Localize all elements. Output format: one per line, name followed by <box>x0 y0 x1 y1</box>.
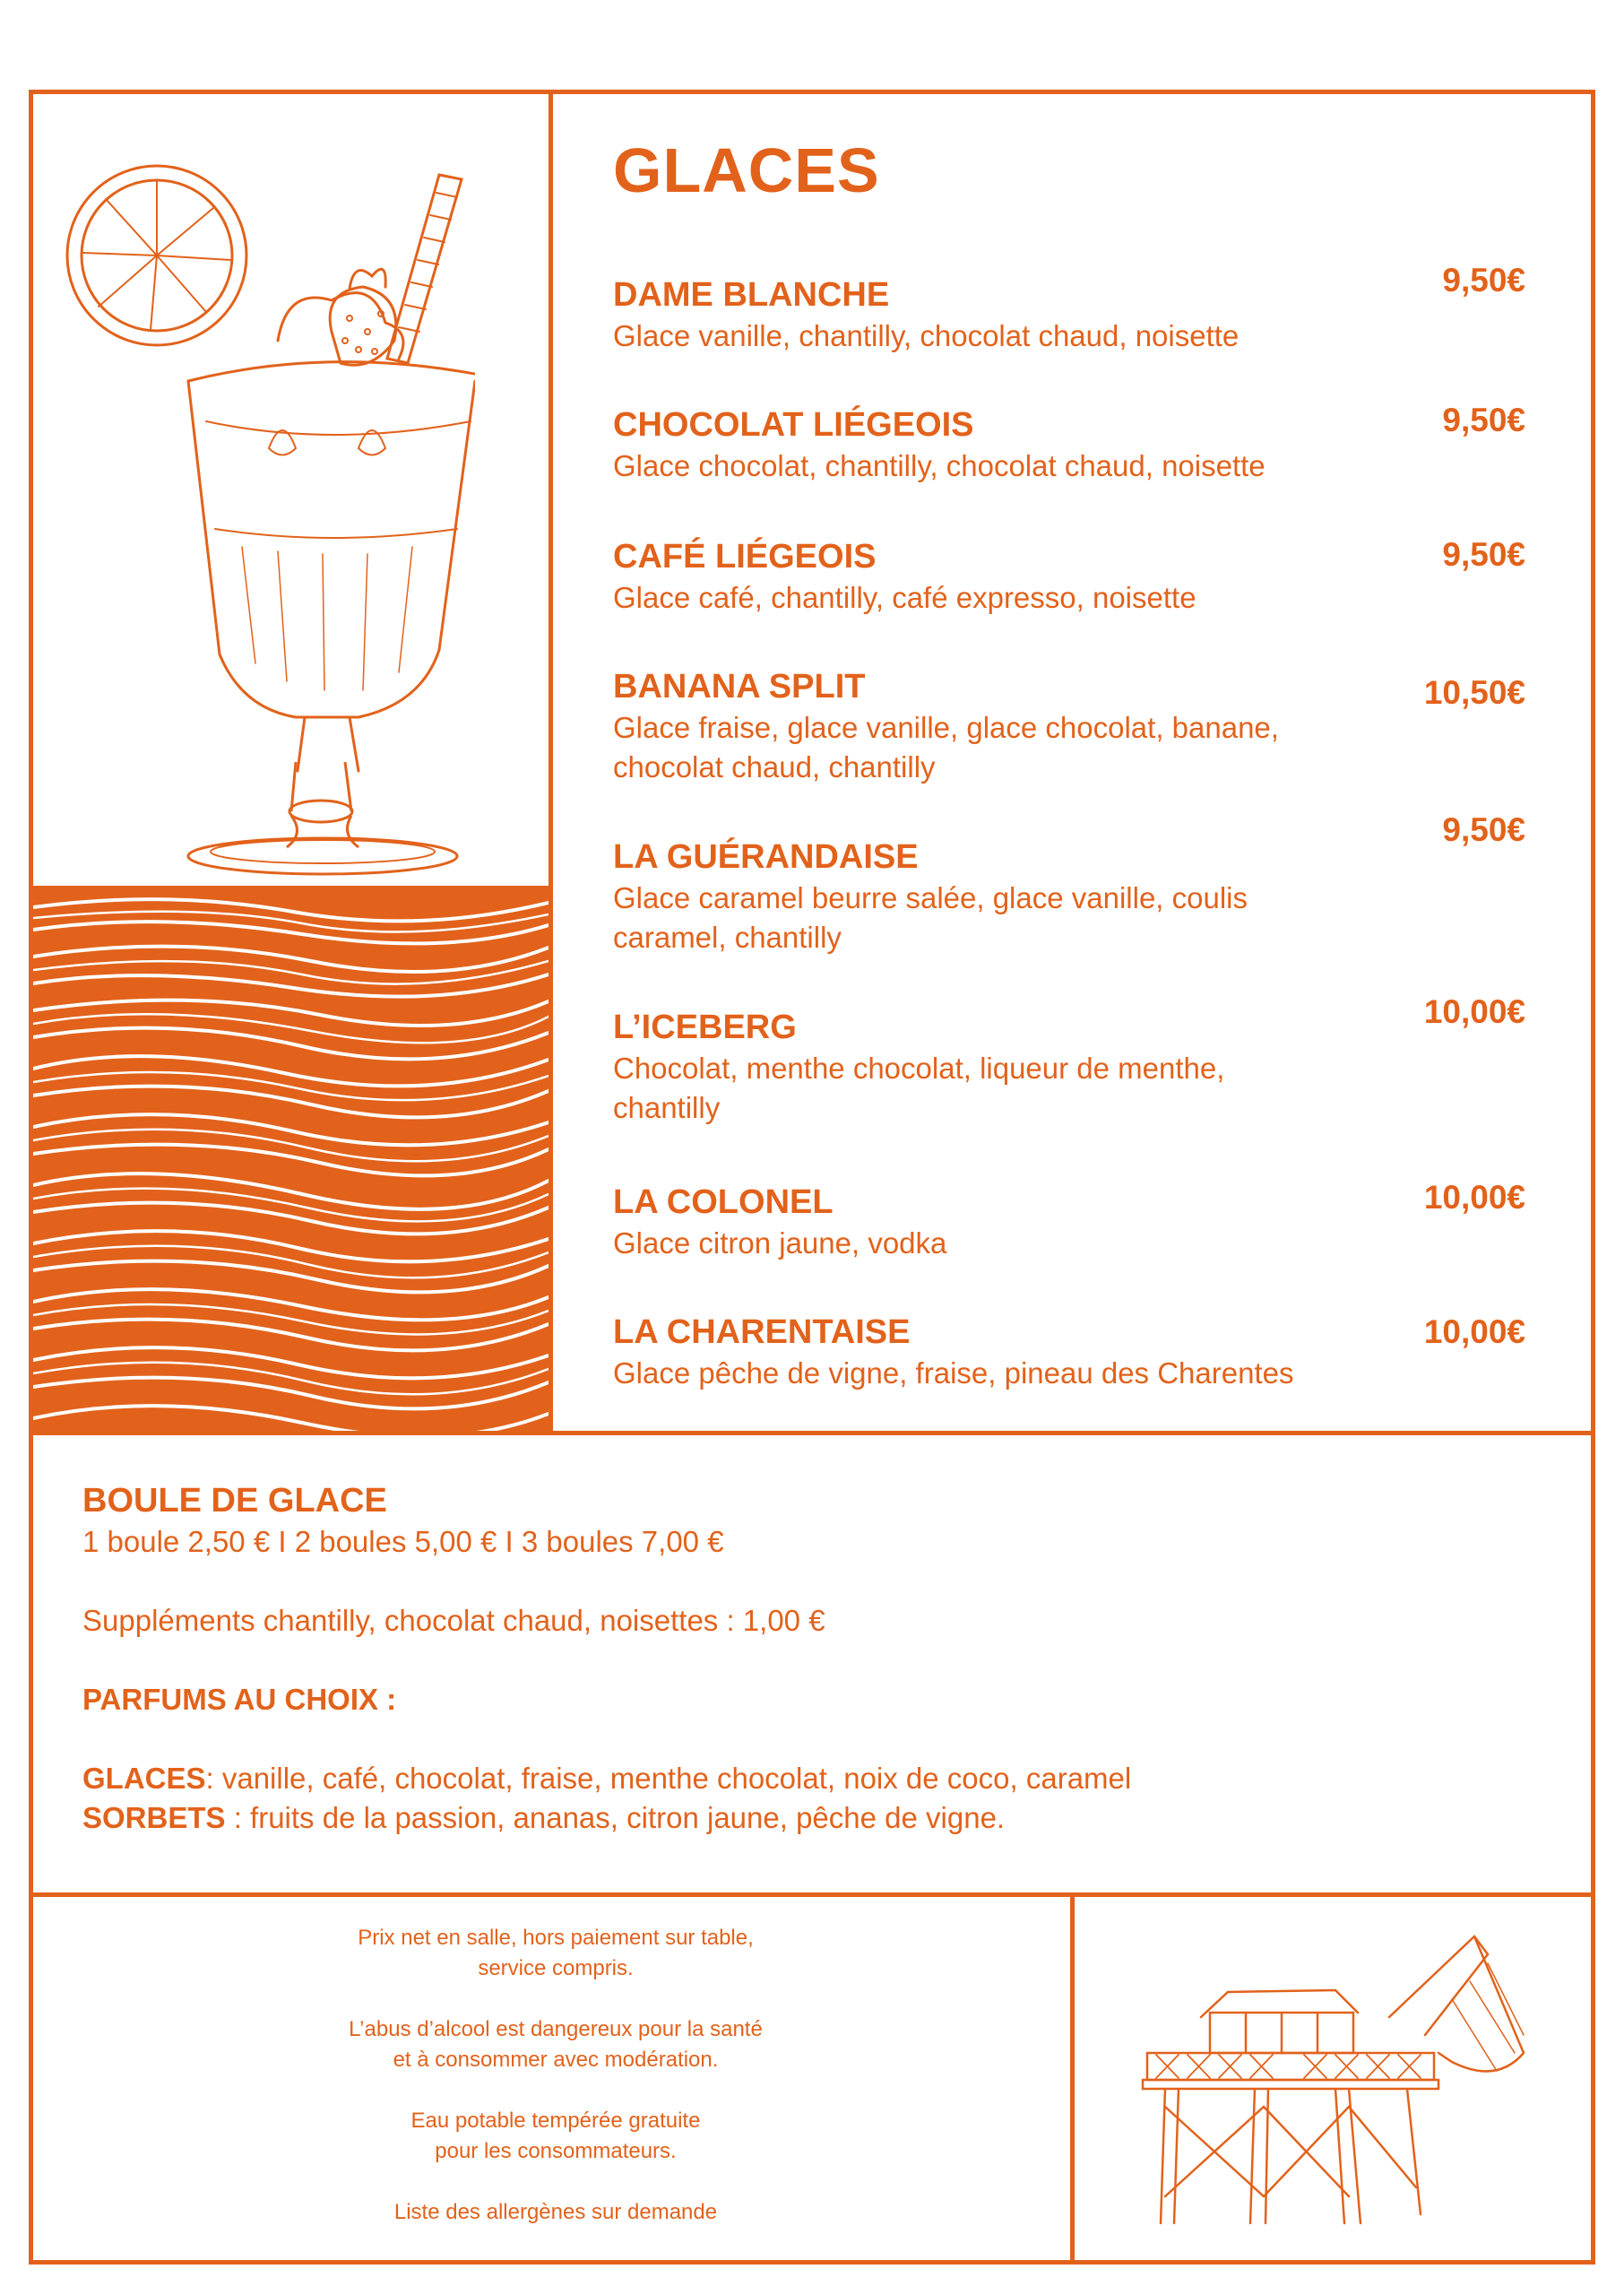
item-price: 10,50€ <box>1423 674 1525 711</box>
legal-line: service compris. <box>478 1956 634 1980</box>
legal-line: Prix net en salle, hors paiement sur table, <box>358 1926 754 1950</box>
item-price: 10,00€ <box>1423 993 1525 1030</box>
sorbets-list: : fruits de la passion, ananas, citron jaune, pêche de vigne. <box>225 1801 1006 1834</box>
item-desc: chantilly <box>613 1091 721 1124</box>
menu-item <box>613 665 1527 787</box>
menu-item <box>613 535 1527 618</box>
boule-section <box>82 1479 1516 1838</box>
item-desc: Chocolat, menthe chocolat, liqueur de menthe, <box>613 1052 1225 1085</box>
item-price: 9,50€ <box>1442 262 1525 299</box>
item-price: 9,50€ <box>1442 536 1525 573</box>
glaces-label: GLACES <box>82 1762 206 1795</box>
menu-item <box>613 1006 1527 1128</box>
item-name: LA COLONEL <box>613 1183 834 1221</box>
page-title: GLACES <box>613 135 880 205</box>
glaces-flavors <box>82 1759 1516 1798</box>
boule-heading: BOULE DE GLACE <box>82 1482 387 1520</box>
menu-item <box>613 273 1527 356</box>
item-name: LA CHARENTAISE <box>613 1313 911 1351</box>
item-desc: Glace citron jaune, vodka <box>613 1226 947 1260</box>
item-desc: Glace café, chantilly, café expresso, noisette <box>613 581 1196 614</box>
legal-line: et à consommer avec modération. <box>393 2048 719 2072</box>
legal-notes <box>224 1923 887 2228</box>
legal-line: Eau potable tempérée gratuite <box>410 2109 701 2133</box>
item-name: BANANA SPLIT <box>613 668 866 706</box>
item-desc: Glace fraise, glace vanille, glace chocolat, banane, <box>613 711 1279 744</box>
item-price: 10,00€ <box>1423 1179 1525 1216</box>
boule-prices: 1 boule 2,50 € I 2 boules 5,00 € I 3 boules 7,00 € <box>82 1525 724 1558</box>
legal-line: Liste des allergènes sur demande <box>393 2200 718 2224</box>
item-name: CAFÉ LIÉGEOIS <box>613 538 877 576</box>
boule-supplements: Suppléments chantilly, chocolat chaud, noisettes : 1,00 € <box>82 1604 825 1637</box>
item-desc: Glace pêche de vigne, fraise, pineau des Charentes <box>613 1356 1294 1390</box>
divider-vertical-bottom <box>1070 1892 1075 2265</box>
sorbets-label: SORBETS <box>82 1801 226 1834</box>
parfums-heading: PARFUMS AU CHOIX : <box>82 1683 397 1716</box>
legal-line: L’abus d’alcool est dangereux pour la santé <box>349 2017 763 2041</box>
fishing-hut-icon <box>1129 1927 1542 2232</box>
menu-item <box>613 403 1527 486</box>
sorbets-flavors <box>82 1798 1516 1838</box>
wave-pattern <box>33 889 549 1431</box>
divider-horizontal-bottom <box>29 1892 1595 1897</box>
sundae-glass-icon <box>63 152 475 780</box>
item-desc: Glace vanille, chantilly, chocolat chaud, noisette <box>613 319 1240 352</box>
item-desc: Glace chocolat, chantilly, chocolat chaud, noisette <box>613 449 1266 482</box>
sundae-foot-icon <box>179 762 484 879</box>
item-price: 9,50€ <box>1442 811 1525 848</box>
item-name: L’ICEBERG <box>613 1009 797 1046</box>
legal-line: pour les consommateurs. <box>435 2139 677 2163</box>
item-desc: caramel, chantilly <box>613 921 842 954</box>
divider-vertical-top <box>549 90 553 1434</box>
menu-item <box>613 836 1527 957</box>
item-desc: Glace caramel beurre salée, glace vanille, coulis <box>613 881 1248 914</box>
item-price: 9,50€ <box>1442 402 1525 438</box>
item-desc: chocolat chaud, chantilly <box>613 750 936 784</box>
item-price: 10,00€ <box>1423 1313 1525 1350</box>
item-name: CHOCOLAT LIÉGEOIS <box>613 406 974 444</box>
menu-item <box>613 1311 1527 1393</box>
glaces-list: : vanille, café, chocolat, fraise, menthe chocolat, noix de coco, caramel <box>205 1762 1132 1795</box>
item-name: DAME BLANCHE <box>613 276 890 314</box>
menu-item <box>613 1181 1527 1263</box>
item-name: LA GUÉRANDAISE <box>613 838 919 876</box>
divider-horizontal-middle <box>29 1431 1595 1435</box>
